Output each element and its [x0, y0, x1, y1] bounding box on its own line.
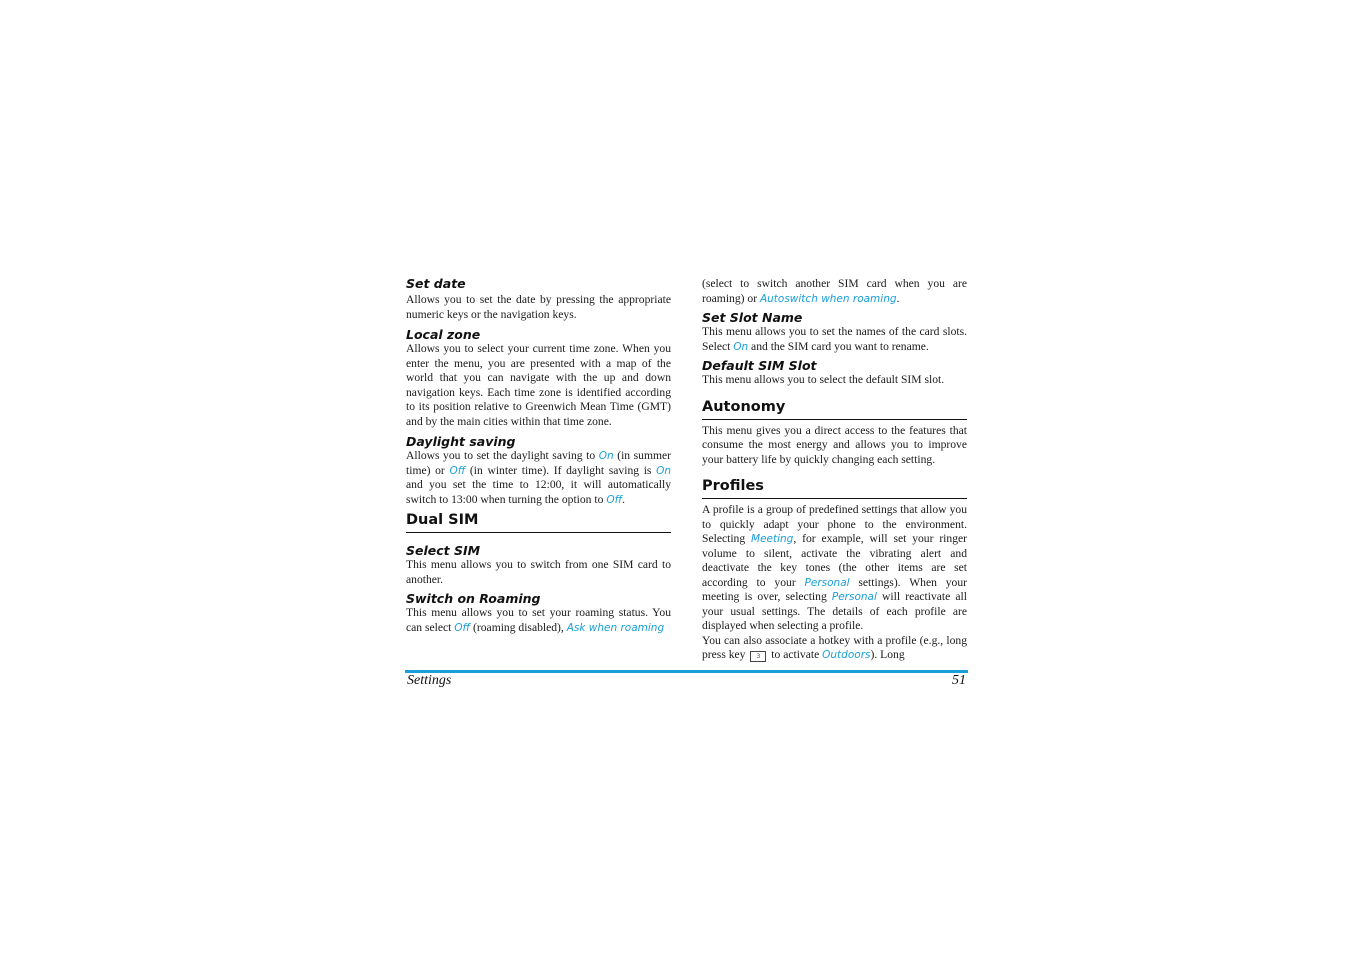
text-run: (in summer time) or	[406, 449, 672, 477]
heading-set-slot-name: Set Slot Name	[702, 310, 803, 325]
heading-switch-on-roaming: Switch on Roaming	[406, 591, 541, 606]
text-run: , for example, will set your ringer volume to silent, activate the vibrating alert and deactivate the key tones (the other items are set according to your	[702, 532, 967, 589]
text-select-sim: This menu allows you to switch from one SIM card to another.	[406, 558, 671, 586]
text-run: and the SIM card you want to rename.	[748, 339, 929, 353]
text-run: and you set the time to 12:00, it will automatically switch to 13:00 when turning the option to	[406, 478, 671, 506]
option-ask-when-roaming: Ask when roaming	[566, 621, 665, 634]
text-set-slot-name	[702, 325, 967, 354]
option-off: Off	[606, 493, 623, 506]
option-on: On	[733, 340, 749, 353]
text-run: This menu allows you to set the names of the card slots. Select	[702, 325, 967, 353]
text-default-sim-slot: This menu allows you to select the default SIM slot.	[702, 373, 945, 386]
option-autoswitch-when-roaming: Autoswitch when roaming	[759, 292, 897, 305]
text-run: A profile is a group of predefined settings that allow you to quickly adapt your phone to the environment. Selecting	[702, 503, 967, 545]
text-run: will reactivate all your usual settings. The details of each profile are displayed when selecting a profile.	[702, 590, 967, 632]
option-personal: Personal	[831, 591, 877, 603]
option-meeting: Meeting	[751, 533, 794, 545]
heading-autonomy: Autonomy	[702, 398, 967, 420]
left-column	[406, 276, 671, 635]
text-switch-on-roaming	[406, 606, 671, 635]
text-run: (select to switch another SIM card when you are roaming) or	[702, 277, 967, 305]
option-off: Off	[454, 621, 471, 634]
option-outdoors: Outdoors	[822, 649, 871, 661]
page-number: 51	[952, 673, 966, 688]
heading-profiles: Profiles	[702, 477, 967, 499]
text-run: This menu allows you to set your roaming status. You can select	[406, 606, 671, 634]
text-profiles	[702, 503, 967, 634]
option-on: On	[598, 450, 614, 462]
heading-set-date: Set date	[406, 276, 466, 291]
right-column	[702, 276, 967, 663]
text-profiles-hotkey	[702, 634, 967, 663]
text-local-zone: Allows you to select your current time zone. When you enter the menu, you are presented with a map of the world that you can navigate with the up and down navigation keys. Each time zone is identified according to its position relative to Greenwich Mean Time (GMT) and by the main cities within that time zone.	[406, 342, 671, 428]
text-run: .	[896, 291, 900, 305]
key-3-icon: 3	[750, 651, 766, 662]
option-off: Off	[449, 464, 466, 477]
text-run: Allows you to set the daylight saving to	[406, 449, 599, 462]
text-run: You can also associate a hotkey with a profile (e.g., long press key	[702, 633, 967, 661]
option-on: On	[656, 464, 671, 477]
text-run: settings). When your meeting is over, selecting	[702, 575, 968, 603]
option-personal: Personal	[804, 576, 850, 589]
heading-select-sim: Select SIM	[406, 543, 481, 558]
text-daylight-saving	[406, 449, 671, 507]
heading-daylight-saving: Daylight saving	[406, 434, 516, 449]
text-run: to activate	[768, 648, 823, 661]
text-run: (roaming disabled),	[470, 620, 567, 634]
text-roaming-continued	[702, 277, 967, 306]
footer-section-name: Settings	[407, 673, 452, 688]
text-autonomy: This menu gives you a direct access to the features that consume the most energy and allows you to improve your battery life by quickly changing each setting.	[702, 423, 967, 466]
text-run: (in winter time). If daylight saving is	[465, 463, 657, 477]
heading-local-zone: Local zone	[406, 327, 481, 342]
text-run: ). Long	[870, 648, 905, 661]
heading-dual-sim: Dual SIM	[406, 511, 671, 533]
text-set-date: Allows you to set the date by pressing the appropriate numeric keys or the navigation keys.	[406, 293, 671, 321]
text-run: .	[622, 492, 626, 506]
heading-default-sim-slot: Default SIM Slot	[702, 358, 817, 373]
footer-rule	[405, 670, 968, 673]
